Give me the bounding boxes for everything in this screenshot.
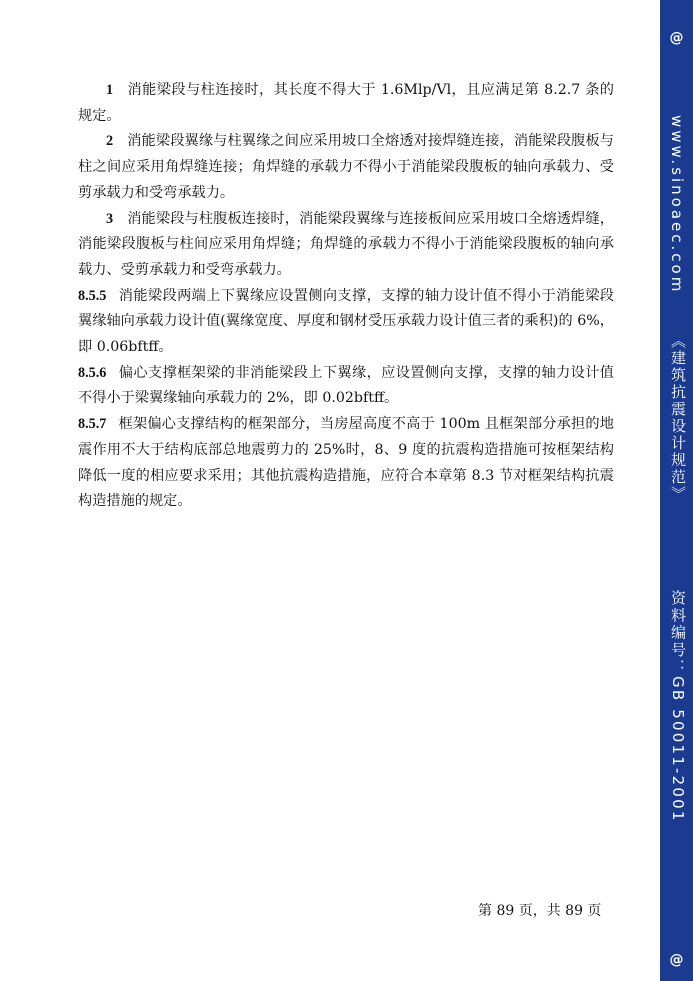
clause-text: 消能梁段与柱腹板连接时，消能梁段翼缘与连接板间应采用坡口全熔透焊缝，消能梁段腹板与柱间应采用角焊缝；角焊缝的承载力不得小于消能梁段腹板的轴向承载力、受剪承载力和受弯承载力。 <box>78 210 614 278</box>
clause-number: 2 <box>106 133 114 150</box>
section-text: 框架偏心支撑结构的框架部分，当房屋高度不高于 100m 且框架部分承担的地震作用不大于结构底部总地震剪力的 25%时，8、9 度的抗震构造措施可按框架结构降低一度的相应要求采用；其他抗震构造措施，应符合本章第 8.3 节对框架结构抗震构造措施的规定。 <box>78 416 614 510</box>
section-number: 8.5.6 <box>78 364 107 381</box>
section-8-5-7 <box>78 412 614 515</box>
section-number: 8.5.5 <box>78 287 107 304</box>
section-8-5-5 <box>78 284 614 361</box>
at-sign-icon: @ <box>669 952 684 968</box>
clause-text: 消能梁段与柱连接时，其长度不得大于 1.6Mlp/Vl，且应满足第 8.2.7 条的规定。 <box>78 82 614 124</box>
clause-item-3 <box>78 207 614 284</box>
website-link[interactable]: www.sinoaec.com <box>668 115 686 295</box>
document-body <box>78 78 614 515</box>
page-number: 第 89 页，共 89 页 <box>478 903 602 919</box>
side-banner <box>660 0 693 981</box>
clause-item-1 <box>78 78 614 129</box>
section-number: 8.5.7 <box>78 416 107 433</box>
clause-item-2 <box>78 129 614 206</box>
clause-number: 3 <box>106 210 114 227</box>
clause-text: 消能梁段翼缘与柱翼缘之间应采用坡口全熔透对接焊缝连接，消能梁段腹板与柱之间应采用角焊缝连接；角焊缝的承载力不得小于消能梁段腹板的轴向承载力、受剪承载力和受弯承载力。 <box>78 133 614 201</box>
document-code: 资料编号：GB 50011-2001 <box>669 590 687 823</box>
book-title: 《建筑抗震设计规范》 <box>669 333 687 503</box>
clause-number: 1 <box>106 82 114 98</box>
section-text: 偏心支撑框架梁的非消能梁段上下翼缘，应设置侧向支撑，支撑的轴力设计值不得小于梁翼缘轴向承载力的 2%，即 0.02bftff。 <box>78 364 614 407</box>
section-text: 消能梁段两端上下翼缘应设置侧向支撑，支撑的轴力设计值不得小于消能梁段翼缘轴向承载力设计值(翼缘宽度、厚度和钢材受压承载力设计值三者的乘积)的 6%，即 0.06bftff。 <box>78 287 614 356</box>
section-8-5-6 <box>78 361 614 412</box>
at-sign-icon: @ <box>669 30 684 46</box>
